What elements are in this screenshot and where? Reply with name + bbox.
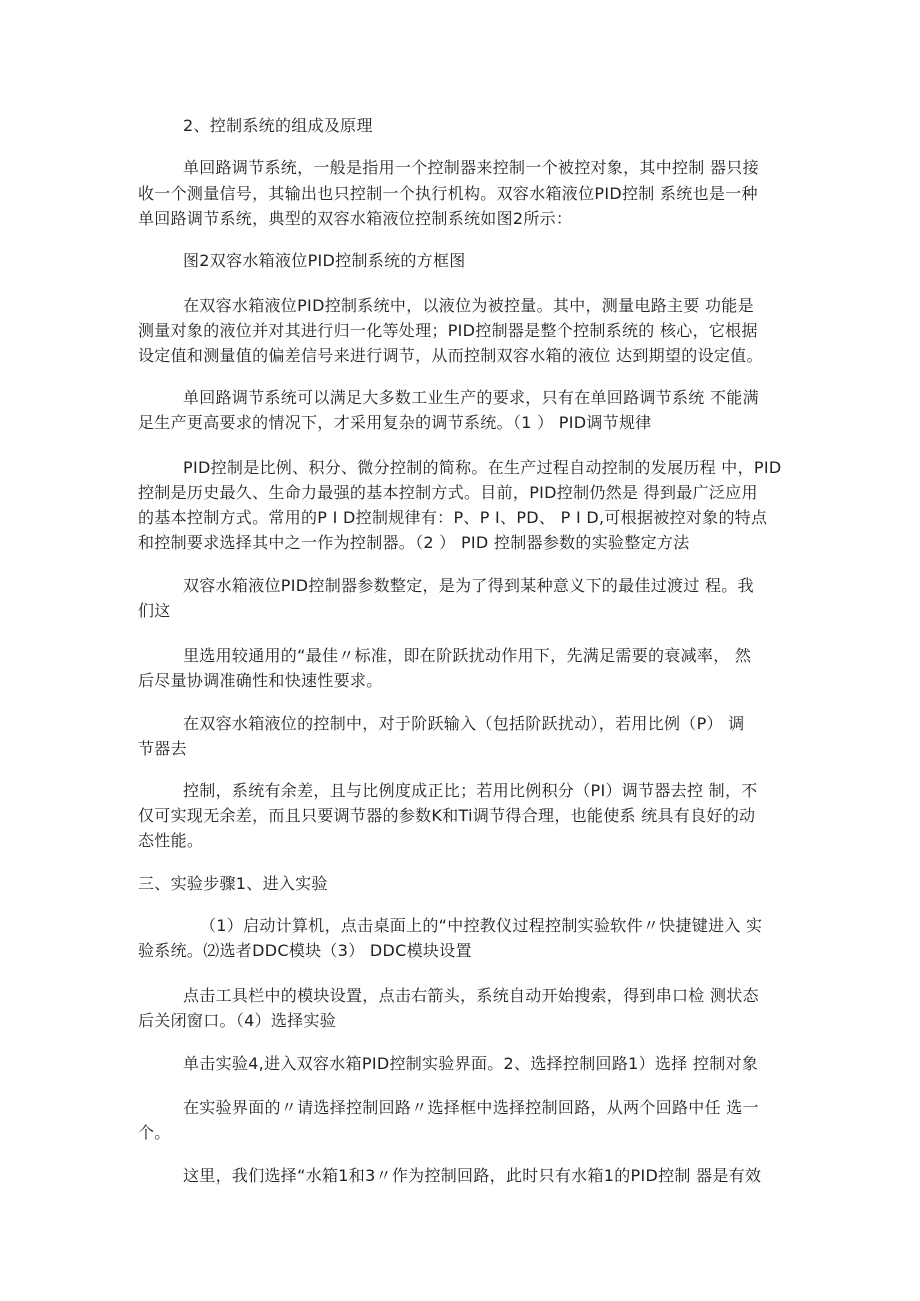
paragraph-line: 在实验界面的〃请选择控制回路〃选择框中选择控制回路，从两个回路中任 选一	[183, 1098, 759, 1117]
paragraph-line: 后关闭窗口。（4）选择实验	[138, 1011, 337, 1030]
paragraph-line: 控制是历史最久、生命力最强的基本控制方式。目前，PID控制仍然是 得到最广泛应用	[138, 483, 758, 502]
section-heading: 三、实验步骤1、进入实验	[138, 874, 328, 893]
paragraph-line: 验系统。⑵选者DDC模块（3） DDC模块设置	[138, 941, 472, 960]
paragraph-line: 仅可实现无余差，而且只要调节器的参数K和Ti调节得合理，也能使系 统具有良好的动	[138, 806, 756, 825]
paragraph-line: 双容水箱液位PID控制器参数整定，是为了得到某种意义下的最佳过渡过 程。我	[183, 576, 754, 595]
paragraph-line: 测量对象的液位并对其进行归一化等处理；PID控制器是整个控制系统的 核心，它根据	[138, 321, 758, 340]
paragraph-line: 态性能。	[138, 831, 204, 850]
paragraph-line: 单击实验4,进入双容水箱PID控制实验界面。2、选择控制回路1）选择 控制对象	[183, 1054, 759, 1073]
paragraph-line: PID控制是比例、积分、微分控制的简称。在生产过程自动控制的发展历程 中，PID	[183, 458, 782, 477]
paragraph-line: 足生产更高要求的情况下，才采用复杂的调节系统。（1 ） PID调节规律	[138, 413, 652, 432]
paragraph-line: 里选用较通用的“最佳〃标准，即在阶跃扰动作用下，先满足需要的衰减率， 然	[183, 646, 752, 665]
paragraph-line: 这里，我们选择“水箱1和3〃作为控制回路，此时只有水箱1的PID控制 器是有效	[183, 1166, 762, 1185]
paragraph-line: 后尽量协调准确性和快速性要求。	[138, 671, 383, 690]
paragraph-line: 收一个测量信号，其输出也只控制一个执行机构。双容水箱液位PID控制 系统也是一种	[138, 184, 758, 203]
paragraph-line: 和控制要求选择其中之一作为控制器。（2 ） PID 控制器参数的实验整定方法	[138, 533, 690, 552]
paragraph-line: 们这	[138, 601, 171, 620]
paragraph-line: 点击工具栏中的模块设置，点击右箭头，系统自动开始搜索，得到串口检 测状态	[183, 986, 759, 1005]
paragraph-line: 单回路调节系统可以满足大多数工业生产的要求，只有在单回路调节系统 不能满	[183, 388, 759, 407]
paragraph-line: （1）启动计算机，点击桌面上的“中控教仪过程控制实验软件〃快捷键进入 实	[200, 916, 763, 935]
paragraph-line: 个。	[138, 1123, 171, 1142]
figure-caption: 图2双容水箱液位PID控制系统的方框图	[183, 251, 466, 270]
paragraph-line: 设定值和测量值的偏差信号来进行调节，从而控制双容水箱的液位 达到期望的设定值。	[138, 346, 763, 365]
paragraph-line: 的基本控制方式。常用的P I D控制规律有：P、P I、PD、 P I D,可根据被控对象的特点	[138, 508, 768, 527]
paragraph-line: 单回路调节系统，典型的双容水箱液位控制系统如图2所示：	[138, 209, 573, 228]
section-heading: 2、控制系统的组成及原理	[183, 116, 373, 135]
paragraph-line: 在双容水箱液位的控制中，对于阶跃输入（包括阶跃扰动），若用比例（P） 调	[183, 714, 745, 733]
paragraph-line: 单回路调节系统，一般是指用一个控制器来控制一个被控对象，其中控制 器只接	[183, 158, 759, 177]
paragraph-line: 控制，系统有余差，且与比例度成正比；若用比例积分（PI）调节器去控 制，不	[183, 781, 758, 800]
paragraph-line: 在双容水箱液位PID控制系统中，以液位为被控量。其中，测量电路主要 功能是	[183, 296, 754, 315]
paragraph-line: 节器去	[138, 739, 187, 758]
